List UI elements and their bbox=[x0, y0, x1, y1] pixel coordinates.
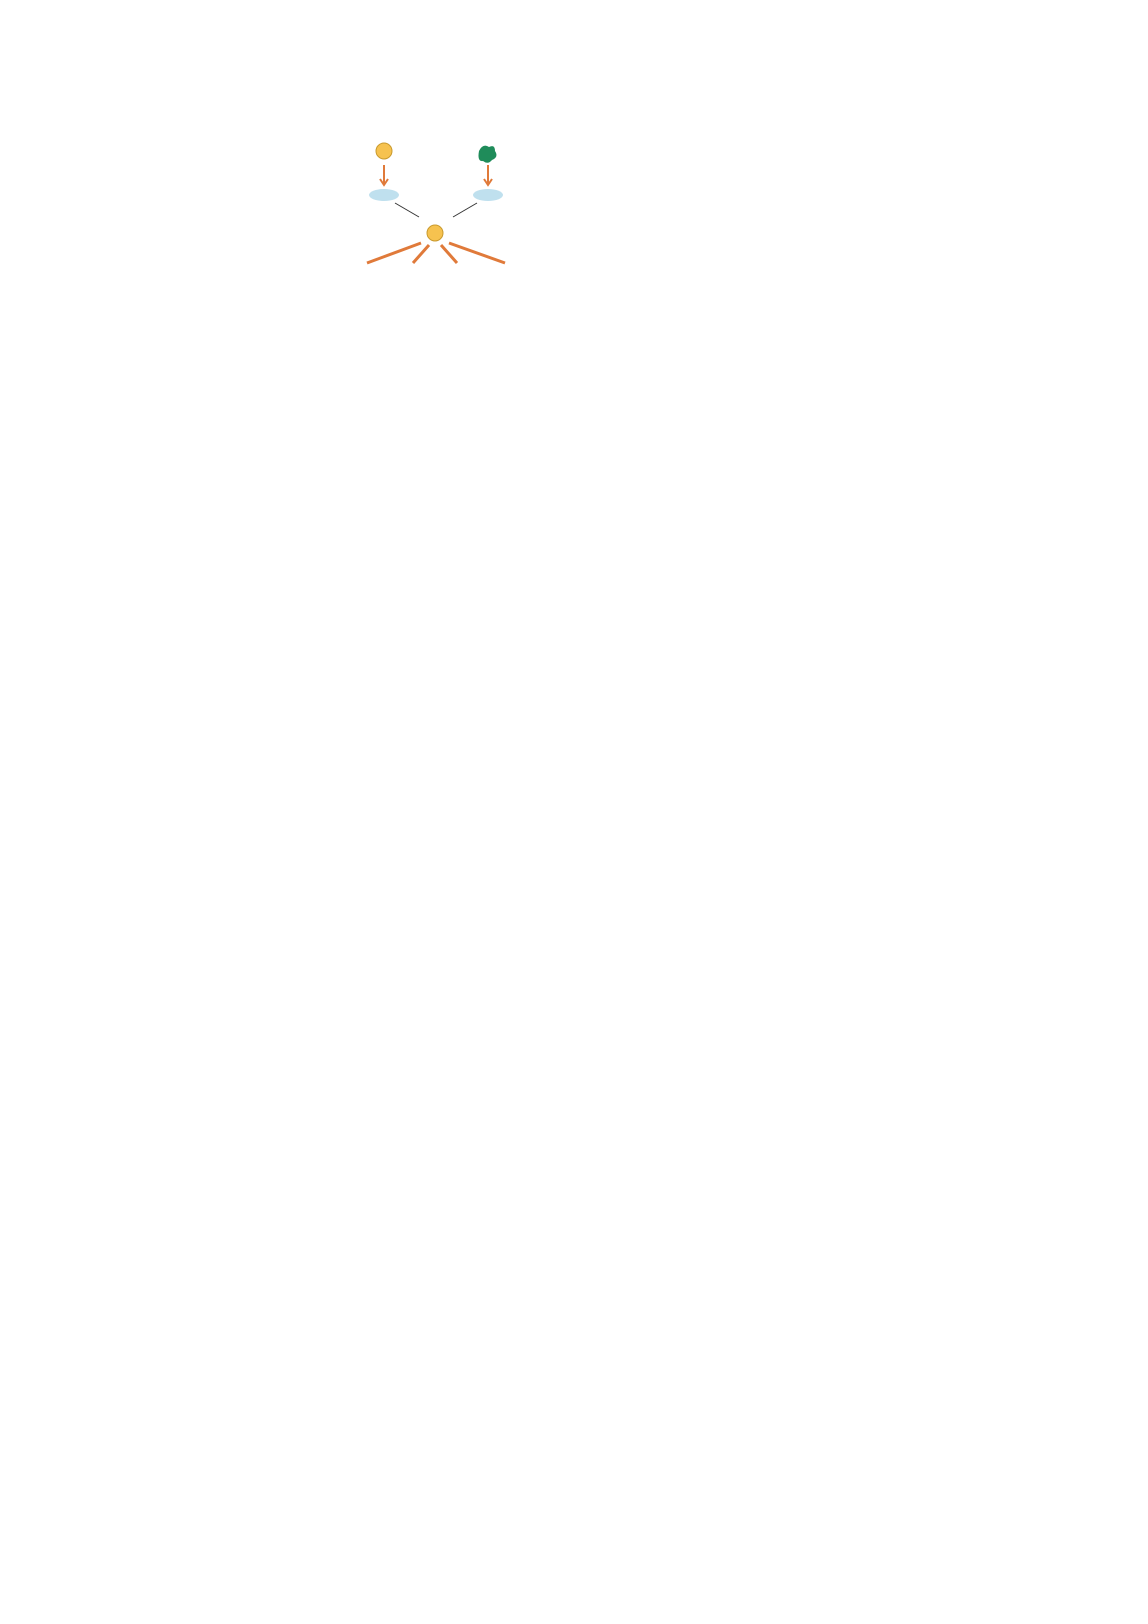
phenotype-table-header bbox=[567, 325, 857, 353]
punnett-diagram bbox=[295, 125, 885, 495]
phenotype-table bbox=[567, 325, 857, 359]
arrow-down-icon bbox=[380, 165, 388, 185]
punnett-figure bbox=[295, 125, 885, 495]
green-wrinkled-seed-icon bbox=[479, 146, 497, 163]
arrow-icon bbox=[453, 203, 477, 217]
arrow-icon bbox=[441, 245, 457, 263]
arrow-icon bbox=[367, 243, 421, 263]
yellow-round-seed-icon bbox=[376, 143, 392, 159]
gamete-icon bbox=[369, 189, 399, 201]
arrow-down-icon bbox=[484, 165, 492, 185]
yellow-round-seed-icon bbox=[427, 225, 443, 241]
gamete-icon bbox=[473, 189, 503, 201]
arrow-icon bbox=[395, 203, 419, 217]
arrow-icon bbox=[449, 243, 505, 263]
arrow-icon bbox=[413, 245, 429, 263]
